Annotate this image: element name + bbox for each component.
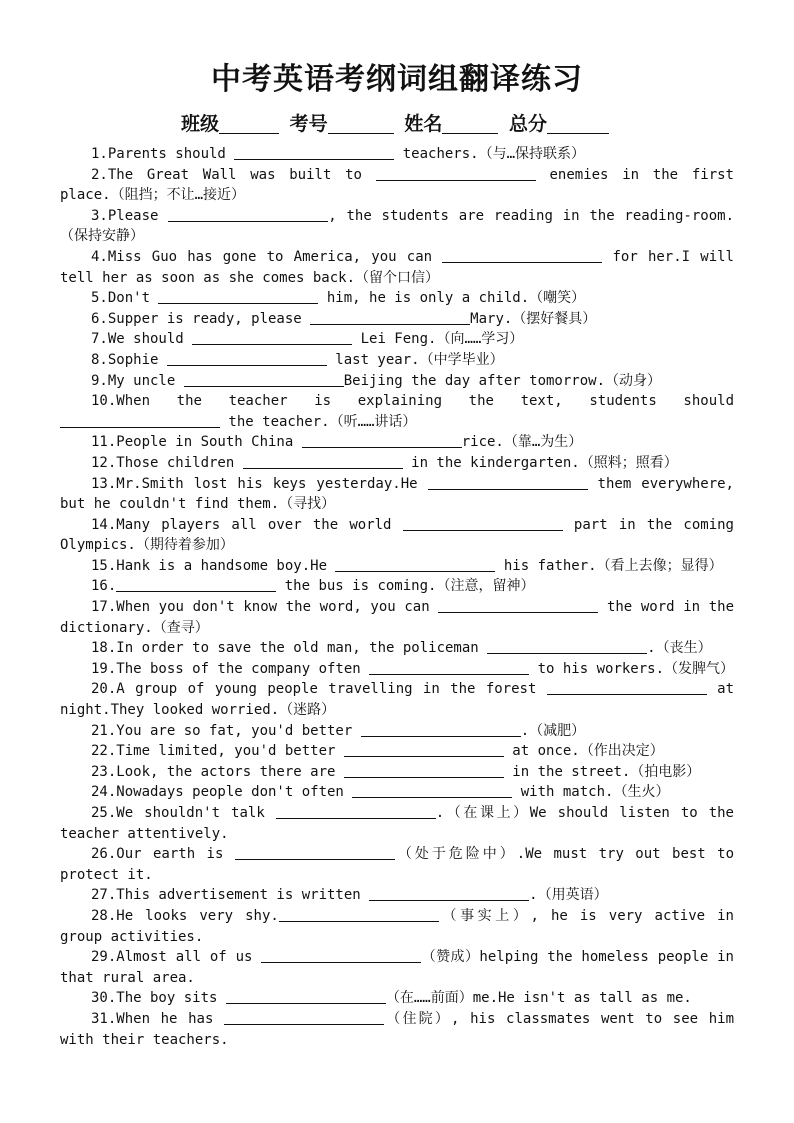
question-item bbox=[60, 329, 734, 350]
answer-blank[interactable] bbox=[369, 886, 529, 901]
question-text-before: 14.Many players all over the world bbox=[91, 516, 403, 533]
question-text-after: （事实上）, he is very active in group activities. bbox=[60, 907, 734, 945]
question-text-after: enemies in the first place.（阻挡；不让…接近） bbox=[60, 166, 734, 204]
answer-blank[interactable] bbox=[487, 639, 647, 654]
question-text-after: his father.（看上去像；显得） bbox=[495, 557, 723, 574]
question-item bbox=[60, 474, 734, 515]
score-label: 总分 bbox=[508, 113, 547, 135]
question-list bbox=[60, 144, 734, 1050]
question-text-before: 7.We should bbox=[91, 331, 193, 348]
question-item bbox=[60, 906, 734, 947]
answer-blank[interactable] bbox=[442, 248, 602, 263]
name-label: 姓名 bbox=[404, 113, 443, 135]
score-blank[interactable] bbox=[547, 113, 609, 134]
question-item bbox=[60, 659, 734, 680]
question-text-before: 1.Parents should bbox=[91, 146, 235, 162]
question-text-before: 29.Almost all of us bbox=[91, 949, 262, 966]
question-text-before: 10.When the teacher is explaining the text, students should bbox=[91, 393, 734, 410]
question-text-after: in the street.（拍电影） bbox=[503, 763, 701, 780]
question-text-after: for her.I will tell her as soon as she comes back.（留个口信） bbox=[60, 248, 734, 286]
answer-blank[interactable] bbox=[428, 475, 588, 490]
question-text-after: teachers.（与…保持联系） bbox=[394, 146, 586, 162]
question-text-after: .（丧生） bbox=[647, 640, 712, 657]
question-text-before: 24.Nowadays people don't often bbox=[91, 784, 353, 801]
question-text-after: part in the coming Olympics.（期待着参加） bbox=[60, 516, 734, 554]
question-text-before: 30.The boy sits bbox=[91, 990, 226, 1007]
class-label: 班级 bbox=[181, 113, 220, 135]
question-text-after: Mary.（摆好餐具） bbox=[470, 310, 597, 327]
question-item bbox=[60, 782, 734, 803]
question-item bbox=[60, 1009, 734, 1050]
question-text-before: 6.Supper is ready, please bbox=[91, 310, 311, 327]
question-text-after: （赞成）helping the homeless people in that rural area. bbox=[60, 949, 734, 986]
question-item bbox=[60, 721, 734, 742]
question-text-after: （处于危险中）.We must try out best to protect it. bbox=[60, 846, 735, 883]
answer-blank[interactable] bbox=[261, 948, 421, 963]
answer-blank[interactable] bbox=[243, 454, 403, 469]
answer-blank[interactable] bbox=[376, 166, 536, 181]
answer-blank[interactable] bbox=[116, 577, 276, 592]
question-text-before: 22.Time limited, you'd better bbox=[91, 743, 344, 760]
answer-blank[interactable] bbox=[279, 907, 439, 922]
class-blank[interactable] bbox=[219, 113, 279, 134]
question-text-before: 23.Look, the actors there are bbox=[91, 763, 344, 780]
answer-blank[interactable] bbox=[168, 207, 328, 222]
question-text-after: them everywhere, but he couldn't find them.（寻找） bbox=[60, 475, 734, 513]
answer-blank[interactable] bbox=[226, 989, 386, 1004]
question-item bbox=[60, 576, 734, 597]
question-item bbox=[60, 803, 734, 844]
question-text-before: 25.We shouldn't talk bbox=[91, 805, 276, 821]
question-text-after: .（在课上）We should listen to the teacher attentively. bbox=[60, 805, 734, 842]
question-item bbox=[60, 988, 734, 1009]
question-item bbox=[60, 638, 734, 659]
question-item bbox=[60, 371, 734, 392]
question-text-after: the word in the dictionary.（查寻） bbox=[60, 599, 735, 636]
question-text-after: in the kindergarten.（照料；照看） bbox=[402, 454, 678, 471]
question-text-before: 5.Don't bbox=[91, 290, 159, 307]
question-text-after: Lei Feng.（向……学习） bbox=[352, 331, 524, 348]
question-text-after: , the students are reading in the reading-room.（保持安静） bbox=[60, 207, 734, 245]
question-text-before: 19.The boss of the company often bbox=[91, 660, 370, 677]
question-item bbox=[60, 144, 734, 165]
question-item bbox=[60, 679, 734, 720]
answer-blank[interactable] bbox=[547, 680, 707, 695]
answer-blank[interactable] bbox=[352, 783, 512, 798]
question-item bbox=[60, 165, 734, 206]
question-text-before: 3.Please bbox=[91, 207, 169, 224]
question-text-before: 11.People in South China bbox=[91, 434, 302, 451]
number-blank[interactable] bbox=[328, 113, 394, 134]
question-item bbox=[60, 432, 734, 453]
answer-blank[interactable] bbox=[234, 145, 394, 160]
answer-blank[interactable] bbox=[361, 722, 521, 737]
question-text-before: 27.This advertisement is written bbox=[91, 887, 370, 904]
question-text-before: 12.Those children bbox=[91, 454, 243, 471]
question-text-after: last year.（中学毕业） bbox=[326, 351, 504, 368]
question-text-after: （住院）, his classmates went to see him with their teachers. bbox=[60, 1010, 734, 1048]
question-item bbox=[60, 885, 734, 906]
question-item bbox=[60, 947, 734, 988]
question-text-after: to his workers.（发脾气） bbox=[529, 660, 735, 677]
question-item bbox=[60, 288, 734, 309]
answer-blank[interactable] bbox=[224, 1010, 384, 1025]
question-text-before: 2.The Great Wall was built to bbox=[91, 166, 376, 183]
question-item bbox=[60, 597, 734, 638]
question-item bbox=[60, 309, 734, 330]
answer-blank[interactable] bbox=[344, 763, 504, 778]
question-item bbox=[60, 556, 734, 577]
question-text-before: 18.In order to save the old man, the policeman bbox=[91, 640, 488, 657]
question-text-after: him, he is only a child.（嘲笑） bbox=[318, 290, 586, 307]
question-text-after: with match.（生火） bbox=[512, 784, 670, 801]
question-item bbox=[60, 844, 734, 885]
question-text-after: at night.They looked worried.（迷路） bbox=[60, 681, 734, 719]
question-text-before: 17.When you don't know the word, you can bbox=[91, 599, 439, 616]
question-text-before: 13.Mr.Smith lost his keys yesterday.He bbox=[91, 475, 428, 492]
question-text-before: 16. bbox=[91, 578, 117, 595]
answer-blank[interactable] bbox=[184, 372, 344, 387]
question-text-before: 9.My uncle bbox=[91, 372, 184, 389]
answer-blank[interactable] bbox=[438, 598, 598, 613]
answer-blank[interactable] bbox=[60, 413, 220, 428]
question-item bbox=[60, 391, 734, 432]
answer-blank[interactable] bbox=[335, 557, 495, 572]
question-text-after: rice.（靠…为生） bbox=[461, 434, 583, 451]
question-text-after: （在……前面）me.He isn't as tall as me. bbox=[385, 990, 692, 1007]
answer-blank[interactable] bbox=[369, 660, 529, 675]
question-item bbox=[60, 515, 734, 556]
question-text-after: the bus is coming.（注意，留神） bbox=[276, 578, 535, 595]
answer-blank[interactable] bbox=[192, 330, 352, 345]
question-text-before: 21.You are so fat, you'd better bbox=[91, 722, 361, 739]
name-blank[interactable] bbox=[442, 113, 498, 134]
question-text-before: 28.He looks very shy. bbox=[91, 907, 279, 924]
question-item bbox=[60, 762, 734, 783]
question-item bbox=[60, 741, 734, 762]
answer-blank[interactable] bbox=[344, 742, 504, 757]
question-text-after: the teacher.（听……讲话） bbox=[220, 413, 417, 430]
question-text-after: Beijing the day after tomorrow.（动身） bbox=[343, 372, 662, 389]
question-text-after: .（用英语） bbox=[529, 887, 608, 904]
answer-blank[interactable] bbox=[310, 310, 470, 325]
page-title: 中考英语考纲词组翻译练习 bbox=[211, 62, 583, 97]
answer-blank[interactable] bbox=[302, 433, 462, 448]
question-item bbox=[60, 350, 734, 371]
question-text-before: 8.Sophie bbox=[91, 351, 167, 368]
question-text-after: .（减肥） bbox=[520, 722, 586, 739]
question-text-before: 31.When he has bbox=[91, 1010, 225, 1027]
answer-blank[interactable] bbox=[167, 351, 327, 366]
question-text-after: at once.（作出决定） bbox=[503, 743, 664, 760]
question-item bbox=[60, 453, 734, 474]
answer-blank[interactable] bbox=[403, 516, 563, 531]
question-item bbox=[60, 247, 734, 288]
question-item bbox=[60, 206, 734, 247]
question-text-before: 15.Hank is a handsome boy.He bbox=[91, 557, 336, 574]
question-text-before: 20.A group of young people travelling in the forest bbox=[91, 681, 547, 698]
number-label: 考号 bbox=[289, 113, 328, 135]
question-text-before: 26.Our earth is bbox=[91, 846, 235, 863]
answer-blank[interactable] bbox=[235, 845, 395, 860]
student-info-row bbox=[0, 111, 794, 137]
answer-blank[interactable] bbox=[158, 289, 318, 304]
question-text-before: 4.Miss Guo has gone to America, you can bbox=[91, 248, 443, 265]
answer-blank[interactable] bbox=[276, 804, 436, 819]
